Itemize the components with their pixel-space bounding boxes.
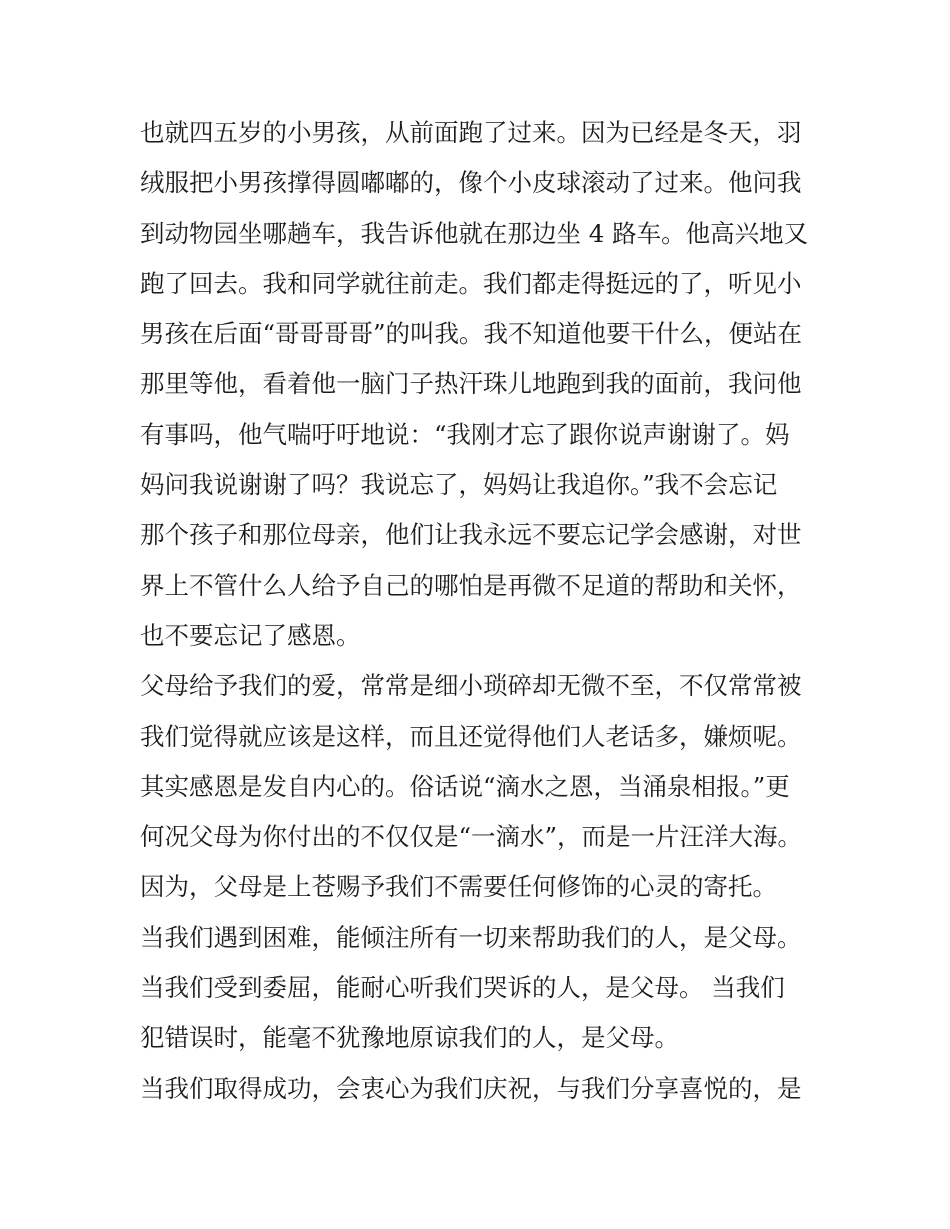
- text-line: 父母给予我们的爱，常常是细小琐碎却无微不至，不仅常常被: [140, 671, 802, 701]
- text-line: 也就四五岁的小男孩，从前面跑了过来。因为已经是冬天，羽: [140, 118, 802, 147]
- text-line: 那里等他，看着他一脑门子热汗珠儿地跑到我的面前，我问他: [140, 369, 802, 399]
- text-line: 我们觉得就应该是这样，而且还觉得他们人老话多，嫌烦呢。: [140, 721, 802, 751]
- text-line: 妈问我说谢谢了吗？我说忘了，妈妈让我追你。”我不会忘记: [140, 470, 778, 500]
- body-text: [140, 108, 815, 1114]
- text-line: 界上不管什么人给予自己的哪怕是再微不足道的帮助和关怀，: [140, 570, 802, 600]
- text-line: 当我们取得成功，会衷心为我们庆祝，与我们分享喜悦的，是: [140, 1073, 802, 1103]
- text-line: 当我们受到委屈，能耐心听我们哭诉的人，是父母。 当我们: [140, 973, 785, 1003]
- text-line: 跑了回去。我和同学就往前走。我们都走得挺远的了，听见小: [140, 268, 802, 298]
- text-line: 有事吗，他气喘吁吁地说：“我刚才忘了跟你说声谢谢了。妈: [140, 419, 790, 449]
- text-line: 男孩在后面“哥哥哥哥”的叫我。我不知道他要干什么，便站在: [140, 319, 803, 349]
- text-line: 因为，父母是上苍赐予我们不需要任何修饰的心灵的寄托。: [140, 872, 777, 902]
- text-line: 犯错误时，能毫不犹豫地原谅我们的人，是父母。: [140, 1023, 679, 1053]
- text-line: 其实感恩是发自内心的。俗话说“滴水之恩，当涌泉相报。”更: [140, 771, 790, 801]
- text-line: 绒服把小男孩撑得圆嘟嘟的，像个小皮球滚动了过来。他问我: [140, 168, 802, 198]
- text-line: 何况父母为你付出的不仅仅是“一滴水”，而是一片汪洋大海。: [140, 822, 803, 852]
- text-line: 那个孩子和那位母亲，他们让我永远不要忘记学会感谢，对世: [140, 520, 802, 550]
- text-line: 到动物园坐哪趟车，我告诉他就在那边坐 4 路车。他高兴地又: [140, 218, 809, 248]
- text-line: 当我们遇到困难，能倾注所有一切来帮助我们的人，是父母。: [140, 922, 802, 952]
- text-line: 也不要忘记了感恩。: [140, 620, 361, 650]
